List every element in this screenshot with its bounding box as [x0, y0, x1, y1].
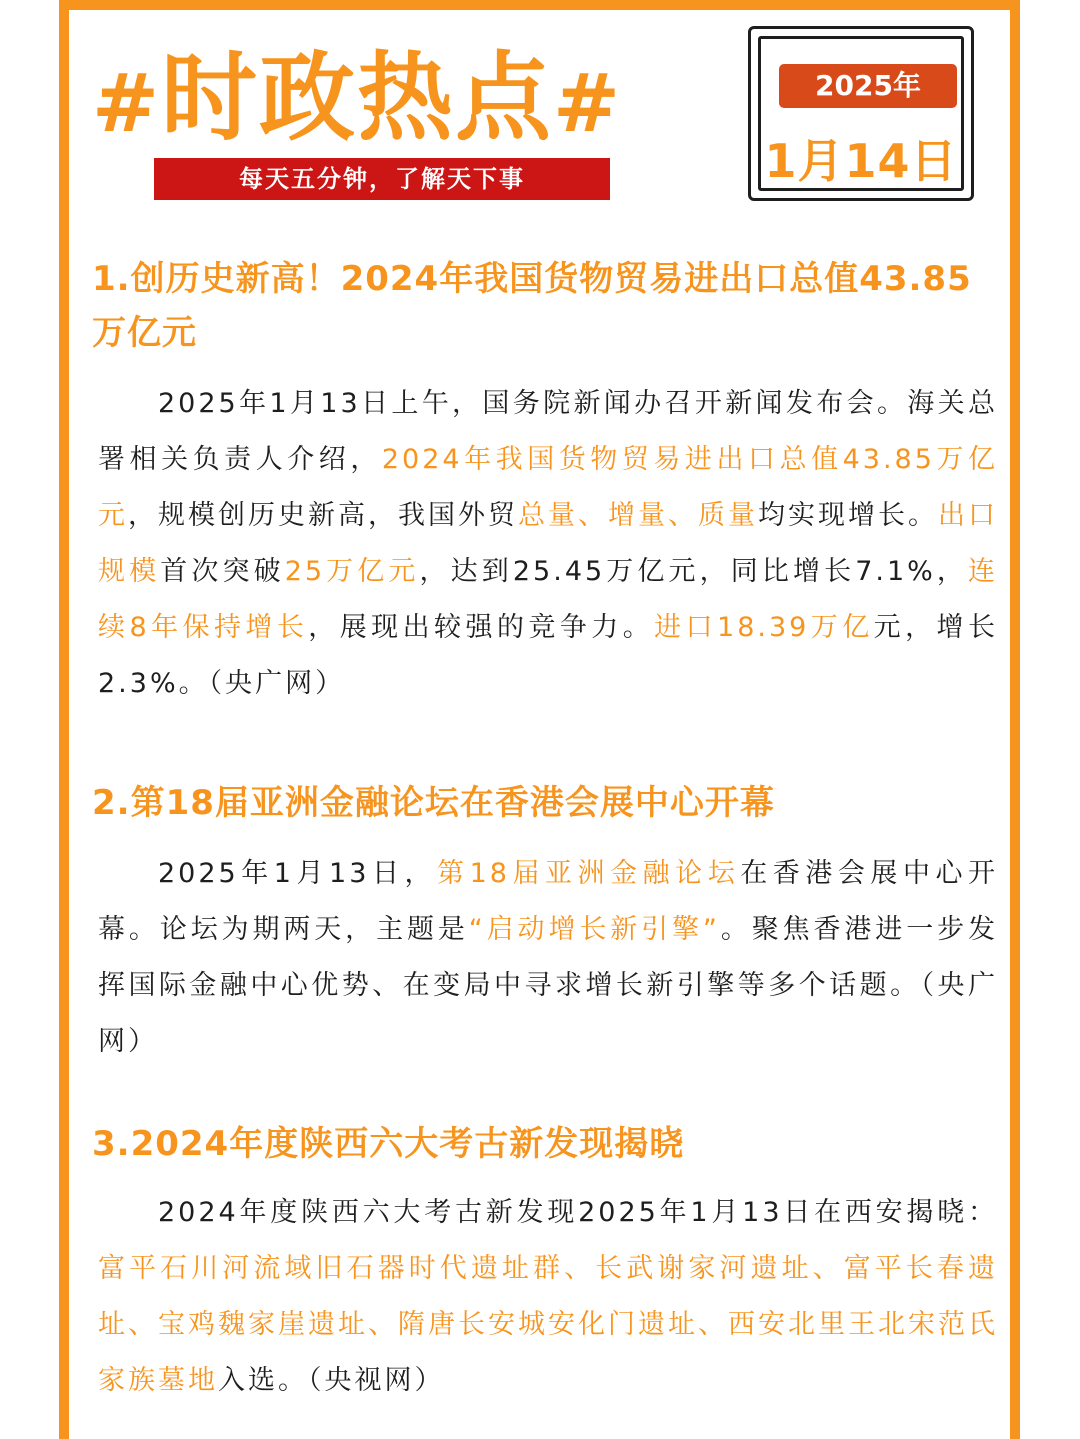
- body-text: ，规模创历史新高，我国外贸: [128, 500, 518, 531]
- highlight-text: 第18届亚洲金融论坛: [437, 858, 741, 889]
- body-text: 首次突破: [160, 556, 285, 587]
- body-text: 入选。（央视网）: [218, 1365, 445, 1396]
- highlight-text: “启动增长新引擎”: [468, 914, 720, 945]
- highlight-text: 25万亿元: [284, 556, 420, 587]
- title-text: 时政热点: [161, 42, 554, 154]
- news-body: [92, 376, 998, 712]
- news-body: [92, 1185, 998, 1409]
- highlight-text: 富平石川河流域旧石器时代遗址群、长武谢家河遗址、富平长春遗址、宝鸡魏家崖遗址、隋唐长安城安化门遗址、西安北里王北宋范氏家族墓地: [98, 1253, 998, 1396]
- date-box-inner-frame: [758, 36, 964, 191]
- body-text: 。聚焦香港进一步发挥国际金融中心优势、在变局中寻求增长新引擎等多个话题。（央广网）: [98, 914, 998, 1057]
- body-text: 在香港会展中心开幕。论坛为期两天，主题是: [98, 858, 999, 945]
- highlight-text: 进口18.39万亿: [654, 612, 874, 643]
- news-body: [92, 846, 998, 1070]
- body-text: 均实现增长。: [758, 500, 938, 531]
- highlight-text: 出口规模: [98, 500, 998, 587]
- subtitle-banner: 每天五分钟，了解天下事: [154, 158, 610, 200]
- news-item-2: [92, 776, 998, 1070]
- body-text: ，展现出较强的竞争力。: [308, 612, 655, 643]
- date-box: [748, 26, 974, 201]
- body-text: 2025年1月13日上午，国务院新闻办召开新闻发布会。海关总署相关负责人介绍，: [98, 388, 998, 475]
- highlight-text: 连续8年保持增长: [98, 556, 999, 643]
- news-heading: 1.创历史新高！2024年我国货物贸易进出口总值43.85万亿元: [92, 259, 972, 353]
- page-title: [92, 38, 622, 164]
- news-item-3: [92, 1117, 998, 1409]
- body-text: 2025年1月13日，: [158, 858, 438, 889]
- date-text: 1月14日: [764, 134, 958, 188]
- highlight-text: 总量、增量、质量: [518, 500, 758, 531]
- body-text: 2024年度陕西六大考古新发现2025年1月13日在西安揭晓：: [158, 1197, 998, 1228]
- hash-left: #: [92, 57, 162, 150]
- news-heading: 3.2024年度陕西六大考古新发现揭晓: [92, 1124, 685, 1164]
- body-text: ，达到25.45万亿元，同比增长7.1%，: [419, 556, 969, 587]
- highlight-text: 2024年我国货物贸易进出口总值43.85万亿元: [98, 444, 998, 531]
- body-text: 元，增长2.3%。（央广网）: [98, 612, 999, 699]
- news-item-1: [92, 252, 998, 712]
- news-heading: 2.第18届亚洲金融论坛在香港会展中心开幕: [92, 783, 775, 823]
- year-badge: 2025年: [779, 64, 957, 108]
- hash-right: #: [553, 57, 623, 150]
